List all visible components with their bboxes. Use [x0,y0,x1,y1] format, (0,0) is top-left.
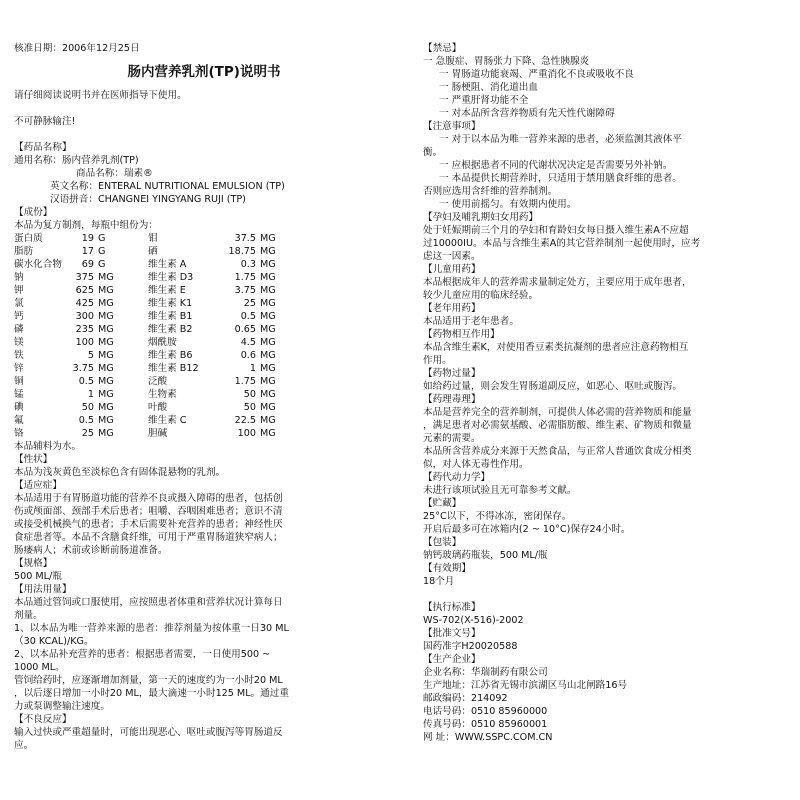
text-line: 开启后最多可在冰箱内(2 ~ 10°C)保存24小时。 [423,524,631,535]
ingredient-name: 维生素 C [147,415,187,426]
text-line: 1000 ML。 [14,662,65,673]
text-line: 25°C以下，不得冰冻，密闭保存。 [423,511,572,522]
section-heading-package: 【包装】 [423,537,462,548]
text-line: 输入过快或严重超量时，可能出现恶心、呕吐或腹泻等胃肠道反 [14,727,283,738]
ingredient-name: 维生素 A [147,259,187,270]
text-line: 似，对人体无毒性作用。 [423,459,529,470]
ingredient-name: 叶酸 [147,402,168,413]
approval-number: 国药准字H20020588 [423,641,518,652]
ingredient-unit: MG [259,402,276,413]
validity-text: 18个月 [423,576,455,587]
text-line: 虑这一因素。 [423,251,481,262]
ingredient-name: 镁 [14,337,24,348]
list-item: 一 胃肠道功能衰竭、严重消化不良或吸收不良 [439,69,634,80]
ingredient-unit: MG [97,376,114,387]
ingredient-amount: 3.75 [72,363,94,374]
ingredient-name: 泛酸 [147,376,168,387]
table-row [14,310,290,323]
ingredient-amount: 22.5 [234,415,256,426]
text-line: 1、以本品为唯一营养来源的患者：推荐剂量为按体重一日30 ML [14,623,289,634]
table-row [14,414,290,427]
pharmacokinetics-text: 未进行该项试验且无可靠参考文献。 [423,485,577,496]
ingredient-unit: MG [259,272,276,283]
ingredient-amount: 0.5 [78,376,94,387]
ingredient-amount: 300 [75,311,94,322]
ingredient-amount: 0.3 [240,259,256,270]
table-row [14,297,290,310]
text-line: 肠瘘病人；术前或诊断前肠道准备。 [14,545,168,556]
ingredient-amount: 1 [249,363,256,374]
section-heading-adverse: 【不良反应】 [14,714,72,725]
section-heading-validity: 【有效期】 [423,563,471,574]
table-row [14,401,290,414]
ingredient-amount: 19 [81,233,94,244]
ingredient-name: 铬 [14,428,24,439]
overdose-text: 如给药过量，则会发生胃肠道副反应，如恶心、呕吐或腹泻。 [423,381,683,392]
ingredient-name: 维生素 K1 [147,298,193,309]
text-line: 伤或颅面部、颈部手术后患者；咀嚼、吞咽困难患者；意识不清 [14,506,283,517]
list-item: 一 对本品所含营养物质有先天性代谢障碍 [439,108,615,119]
section-heading-standard: 【执行标准】 [423,602,481,613]
text-line: 本品是营养完全的营养制剂，可提供人体必需的营养物质和能量 [423,407,692,418]
ingredient-unit: MG [259,415,276,426]
ingredient-name: 钠 [14,272,24,283]
ingredient-amount: 25 [81,428,94,439]
text-line: 2、以本品补充营养的患者：根据患者需要，一日使用500 ~ [14,649,271,660]
section-heading-elderly: 【老年用药】 [423,303,481,314]
table-row [14,427,290,440]
company-name: 企业名称：华瑞制药有限公司 [423,667,548,678]
ingredient-amount: 4.5 [240,337,256,348]
section-heading-manufacturer: 【生产企业】 [423,654,481,665]
ingredient-name: 维生素 D3 [147,272,194,283]
ingredient-name: 氟 [14,415,24,426]
ingredients-table [14,232,290,440]
ingredient-amount: 18.75 [228,246,256,257]
ingredient-unit: MG [259,389,276,400]
table-row [14,245,290,258]
table-row [14,336,290,349]
text-line: 剂量。 [14,610,43,621]
text-line: ，满足患者对必需氨基酸、必需脂肪酸、维生素、矿物质和微量 [423,420,692,431]
ingredient-amount: 69 [81,259,94,270]
ingredient-unit: MG [259,259,276,270]
section-heading-approval: 【批准文号】 [423,628,481,639]
generic-name: 通用名称：肠内营养乳剂(TP) [14,155,139,166]
ingredient-amount: 25 [243,298,256,309]
section-heading-pregnancy: 【孕妇及哺乳期妇女用药】 [423,212,539,223]
table-row [14,375,290,388]
ingredient-amount: 1.75 [234,272,256,283]
ingredient-name: 胆碱 [147,428,168,439]
ingredient-unit: MG [259,324,276,335]
ingredient-amount: 1 [87,389,94,400]
table-row [14,271,290,284]
ingredient-name: 维生素 B2 [147,324,193,335]
right-column [423,0,787,744]
table-row [14,323,290,336]
ingredient-amount: 0.5 [240,311,256,322]
ingredient-unit: MG [97,428,114,439]
ingredient-name: 钾 [14,285,24,296]
text-line: 管饲给药时，应逐渐增加剂量，第一天的速度约为一小时20 ML [14,675,283,686]
ingredient-name: 脂肪 [14,246,34,257]
table-row [14,232,290,245]
ingredient-amount: 100 [75,337,94,348]
pinyin-name: 汉语拼音：CHANGNEI YINGYANG RUJI (TP) [50,194,246,205]
document-title: 肠内营养乳剂(TP)说明书 [127,64,281,80]
text-line: 力或泵调整输注速度。 [14,701,110,712]
ingredient-unit: MG [97,324,114,335]
text-line: 本品含维生素K，对使用香豆素类抗凝剂的患者应注意药物相互 [423,342,689,353]
ingredient-unit: MG [259,376,276,387]
ingredient-amount: 625 [75,285,94,296]
ingredient-amount: 100 [237,428,256,439]
ingredient-name: 锌 [14,363,24,374]
package-text: 钠钙玻璃药瓶装，500 ML/瓶 [423,550,548,561]
standard-text: WS-702(X-516)-2002 [423,615,524,626]
usage-notice: 请仔细阅读说明书并在医师指导下使用。 [14,90,187,101]
text-line: 本品适用于有胃肠道功能的营养不良或摄入障碍的患者，包括创 [14,493,283,504]
postal-code: 邮政编码：214092 [423,693,508,704]
excipient-note: 本品辅料为水。 [14,441,82,452]
composition-intro: 本品为复方制剂，每瓶中组份为： [14,220,158,231]
text-line: 本品通过管饲或口服使用，应按照患者体重和营养状况计算每日 [14,597,283,608]
ingredient-name: 碘 [14,402,24,413]
ingredient-name: 蛋白质 [14,233,43,244]
ingredient-unit: MG [97,337,114,348]
section-heading-pharmacokinetics: 【药代动力学】 [423,472,491,483]
section-heading-name: 【药品名称】 [14,142,72,153]
section-heading-indications: 【适应症】 [14,480,62,491]
ingredient-amount: 425 [75,298,94,309]
ingredient-amount: 17 [81,246,94,257]
section-heading-appearance: 【性状】 [14,454,53,465]
table-row [14,362,290,375]
ingredient-name: 钼 [147,233,158,244]
ingredient-amount: 0.65 [234,324,256,335]
ingredient-name: 维生素 E [147,285,186,296]
ingredient-amount: 235 [75,324,94,335]
phone-number: 电话号码：0510 85960000 [423,706,548,717]
list-item: 一 严重肝肾功能不全 [439,95,529,106]
english-name: 英文名称：ENTERAL NUTRITIONAL EMULSION (TP) [50,181,285,192]
text-line: 本品所含营养成分来源于天然食品，与正常人普通饮食成分相类 [423,446,692,457]
ingredient-amount: 50 [81,402,94,413]
ingredient-name: 碳水化合物 [14,259,62,270]
ingredient-unit: MG [259,285,276,296]
ingredient-unit: MG [97,298,114,309]
list-item: 一 对于以本品为唯一营养来源的患者，必须监测其液体平 [439,134,682,145]
ingredient-amount: 3.75 [234,285,256,296]
ingredient-unit: MG [97,272,114,283]
iv-warning: 不可静脉输注! [14,116,76,127]
ingredient-name: 铜 [14,376,24,387]
section-heading-spec: 【规格】 [14,558,53,569]
ingredient-unit: MG [97,363,114,374]
section-heading-storage: 【贮藏】 [423,498,462,509]
table-row [14,388,290,401]
fax-number: 传真号码：0510 85960001 [423,719,548,730]
website: 网 址：WWW.SSPC.COM.CN [423,732,553,743]
ingredient-amount: 375 [75,272,94,283]
section-heading-pharmacology: 【药理毒理】 [423,394,481,405]
ingredient-amount: 37.5 [234,233,256,244]
ingredient-name: 磷 [14,324,24,335]
ingredient-unit: MG [97,350,114,361]
trade-name: 商品名称：瑞素® [76,168,153,179]
ingredient-name: 锰 [14,389,24,400]
text-line: （30 KCAL)/KG。 [14,636,94,647]
text-line: 作用。 [423,355,452,366]
ingredient-unit: MG [259,311,276,322]
ingredient-name: 维生素 B12 [147,363,199,374]
section-heading-composition: 【成份】 [14,207,53,218]
list-item: 一 使用前摇匀。有效期内使用。 [439,199,577,210]
ingredient-unit: MG [259,363,276,374]
text-line: 衡。 [423,147,443,158]
ingredient-unit: MG [97,311,114,322]
ingredient-name: 生物素 [147,389,177,400]
ingredient-name: 氯 [14,298,24,309]
ingredient-name: 烟酰胺 [147,337,177,348]
left-column [14,0,394,752]
list-item: 一 本品提供长期营养时，只适用于禁用膳食纤维的患者。 [439,173,682,184]
text-line: ，以后逐日增加一小时20 ML，最大滴速一小时125 ML。通过重 [14,688,289,699]
ingredient-amount: 0.5 [78,415,94,426]
section-heading-children: 【儿童用药】 [423,264,481,275]
ingredient-name: 硒 [147,246,158,257]
spec-text: 500 ML/瓶 [14,571,62,582]
ingredient-amount: 50 [243,402,256,413]
ingredient-unit: MG [97,389,114,400]
list-item: 一 急腹症、胃肠张力下降、急性胰腺炎 [423,56,590,67]
ingredient-unit: G [97,259,106,270]
ingredient-amount: 5 [87,350,94,361]
ingredient-unit: MG [259,246,276,257]
section-heading-precautions: 【注意事项】 [423,121,481,132]
text-line: 处于妊娠期前三个月的孕妇和育龄妇女每日摄入维生素A不应超 [423,225,689,236]
text-line: 食症患者等。本品不含膳食纤维，可用于严重胃肠道狭窄病人； [14,532,283,543]
ingredient-unit: MG [97,285,114,296]
ingredient-unit: MG [97,415,114,426]
ingredient-amount: 0.6 [240,350,256,361]
section-heading-interactions: 【药物相互作用】 [423,329,500,340]
text-line: 过10000IU。本品与含维生素A的其它营养制剂一起使用时，应考 [423,238,701,249]
list-item: 一 肠梗阻、消化道出血 [439,82,538,93]
appearance-text: 本品为浅灰黄色至淡棕色含有固体混悬物的乳剂。 [14,467,226,478]
text-line: 或接受机械换气的患者；手术后需要补充营养的患者；神经性厌 [14,519,283,530]
ingredient-unit: MG [97,402,114,413]
ingredient-unit: MG [259,428,276,439]
text-line: 元素的需要。 [423,433,481,444]
text-line: 较少儿童应用的临床经验。 [423,290,539,301]
ingredient-amount: 1.75 [234,376,256,387]
table-row [14,284,290,297]
ingredient-unit: G [97,233,106,244]
text-line: 否则应选用含纤维的营养制剂。 [423,186,558,197]
section-heading-overdose: 【药物过量】 [423,368,481,379]
ingredient-name: 维生素 B1 [147,311,193,322]
ingredient-amount: 50 [243,389,256,400]
text-line: 应。 [14,740,34,751]
table-row [14,349,290,362]
list-item: 一 应根据患者不同的代谢状况决定是否需要另外补钠。 [439,160,673,171]
table-row [14,258,290,271]
approval-date: 核准日期：2006年12月25日 [14,43,140,54]
company-address: 生产地址：江苏省无锡市滨湖区马山北闸路16号 [423,680,628,691]
text-line: 本品根据成年人的营养需求量制定处方，主要应用于成年患者， [423,277,692,288]
ingredient-unit: MG [259,298,276,309]
ingredient-unit: MG [259,350,276,361]
ingredient-unit: MG [259,233,276,244]
ingredient-name: 钙 [14,311,24,322]
ingredient-name: 铁 [14,350,24,361]
ingredient-unit: MG [259,337,276,348]
section-heading-contraindications: 【禁忌】 [423,43,462,54]
section-heading-dosage: 【用法用量】 [14,584,72,595]
ingredient-name: 维生素 B6 [147,350,193,361]
elderly-text: 本品适用于老年患者。 [423,316,519,327]
ingredient-unit: G [97,246,106,257]
